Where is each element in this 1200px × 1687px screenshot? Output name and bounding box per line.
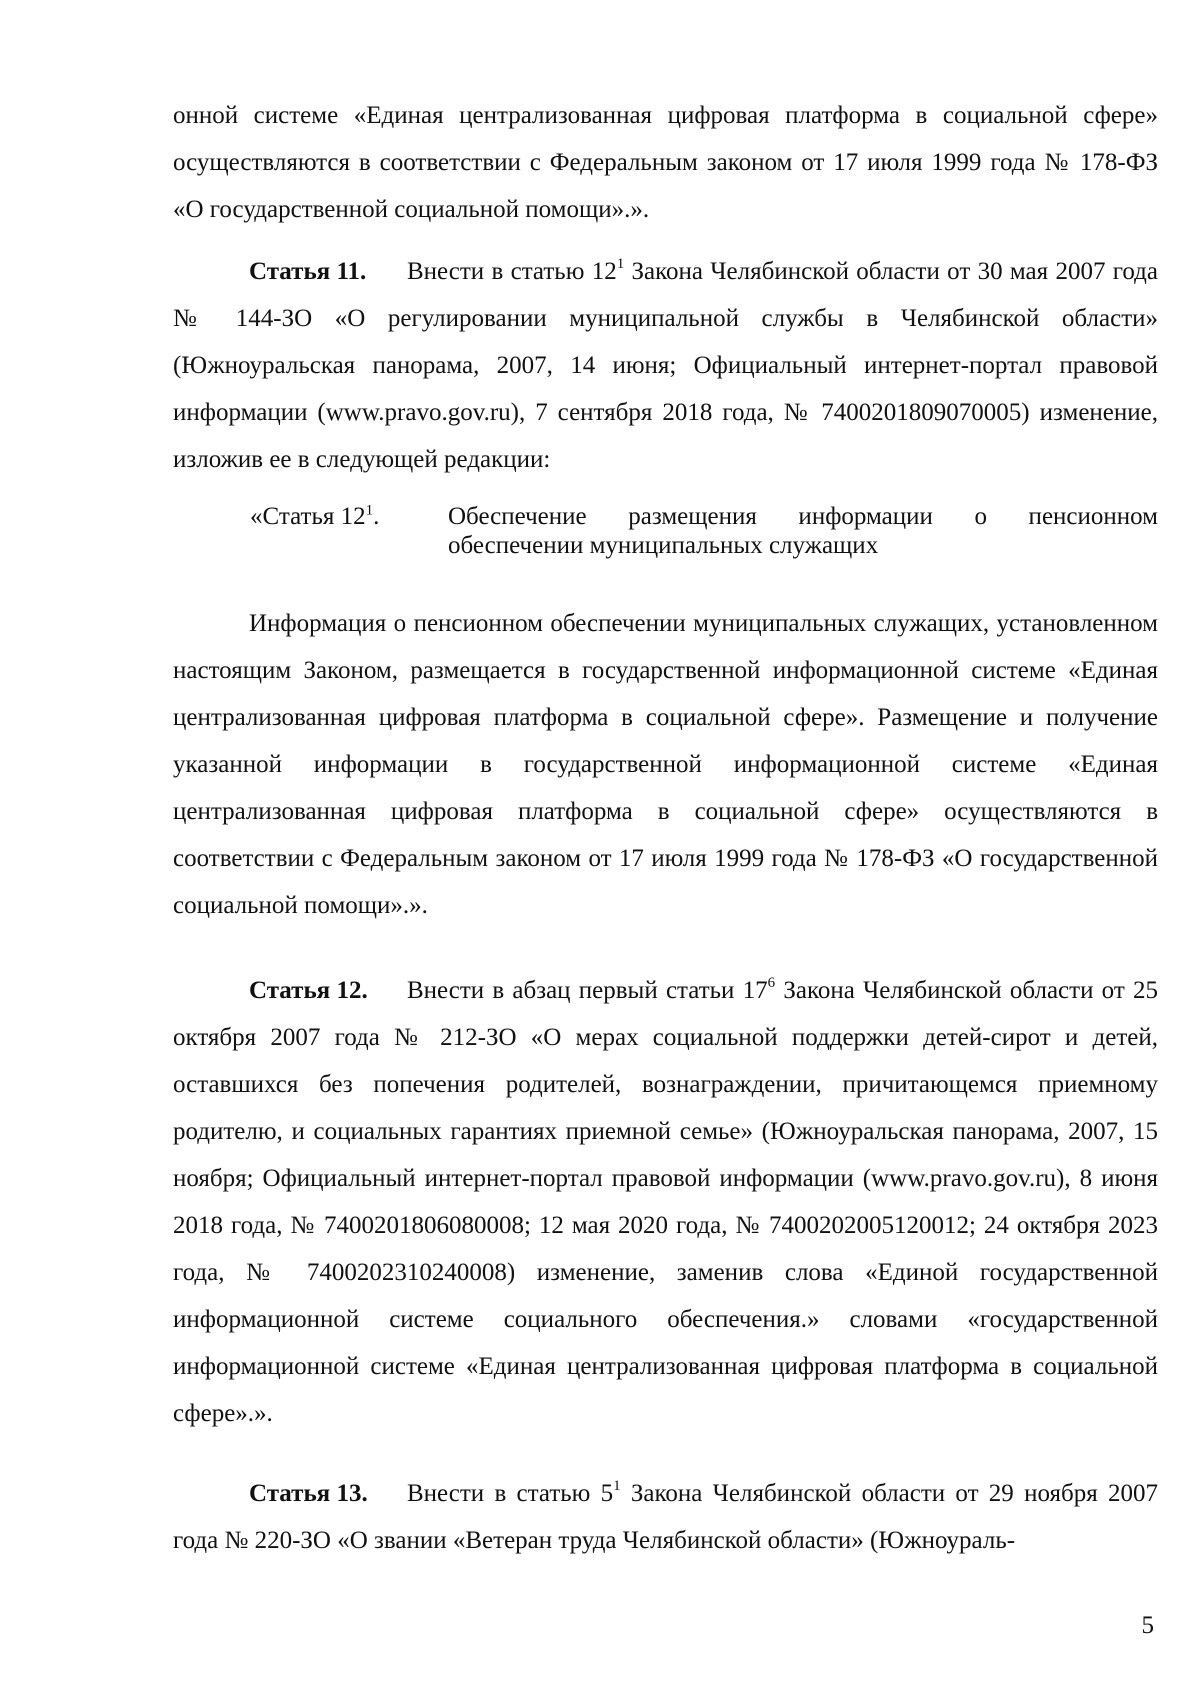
page-number: 5 — [1141, 1612, 1154, 1639]
quoted-article-title: Обеспечение размещения информации о пенсионном обеспечении муниципальных служащих — [448, 503, 1158, 559]
article-11-sup: 1 — [616, 255, 625, 272]
article-11 — [173, 248, 1158, 483]
paragraph-pension-info: Информация о пенсионном обеспечении муниципальных служащих, установленном настоящим Законом, размещается в государственной информационной системе «Единая централизованная цифровая платформа в социальной сфере». Размещение и получение указанной информации в государственной информационной системе «Единая централизованная цифровая платформа в социальной сфере» осуществляются в соответствии с Федеральным законом от 17 июля 1999 года № 178-ФЗ «О государственной социальной помощи».». — [173, 610, 1158, 919]
article-11-text-b: Закона Челябинской области от 30 мая 2007 года № 144-ЗО «О регулировании муниципальной службы в Челябинской области» (Южноуральская панорама, 2007, 14 июня; Официальный интернет-портал правовой информации (www.pravo.gov.ru), 7 сентября 2018 года, № 7400201809070005) изменение, изложив ее в следующей редакции: — [173, 258, 1158, 473]
paragraph-continuation: онной системе «Единая централизованная цифровая платформа в социальной сфере» осуществляются в соответствии с Федеральным законом от 17 июля 1999 года № 178-ФЗ «О государственной социальной помощи».». — [173, 102, 1158, 223]
article-11-label: Статья 11. — [249, 258, 367, 285]
article-13-text-b: Закона Челябинской области от 29 ноября 2007 года № 220-ЗО «О звании «Ветеран труда Челябинской области» (Южноураль- — [173, 1480, 1158, 1554]
article-13 — [173, 1470, 1158, 1564]
article-13-sup: 1 — [613, 1477, 621, 1494]
article-13-label: Статья 13. — [249, 1480, 368, 1507]
article-12 — [173, 967, 1158, 1437]
article-13-text-a: Внести в статью 5 — [407, 1480, 614, 1507]
quoted-article-label: «Статья $12^1$. — [250, 502, 380, 530]
article-12-text-b: Закона Челябинской области от 25 октября 2007 года № 212-ЗО «О мерах социальной поддержки детей-сирот и детей, оставшихся без попечения родителей, вознаграждении, причитающемся приемному родителю, и социальных гарантиях приемной семье» (Южноуральская панорама, 2007, 15 ноября; Официальный интернет-портал правовой информации (www.pravo.gov.ru), 8 июня 2018 года, № 7400201806080008; 12 мая 2020 года, № 7400202005120012; 24 октября 2023 года, № 7400202310240008) изменение, заменив слова «Единой государственной информационной системе социального обеспечения.» словами «государственной информационной системе «Единая централизованная цифровая платформа в социальной сфере».». — [173, 977, 1158, 1427]
article-12-sup: 6 — [767, 974, 776, 991]
article-12-text-a: Внести в абзац первый статьи 17 — [407, 977, 768, 1004]
article-12-label: Статья 12. — [249, 977, 368, 1004]
article-11-text-a: Внести в статью 12 — [407, 258, 617, 285]
